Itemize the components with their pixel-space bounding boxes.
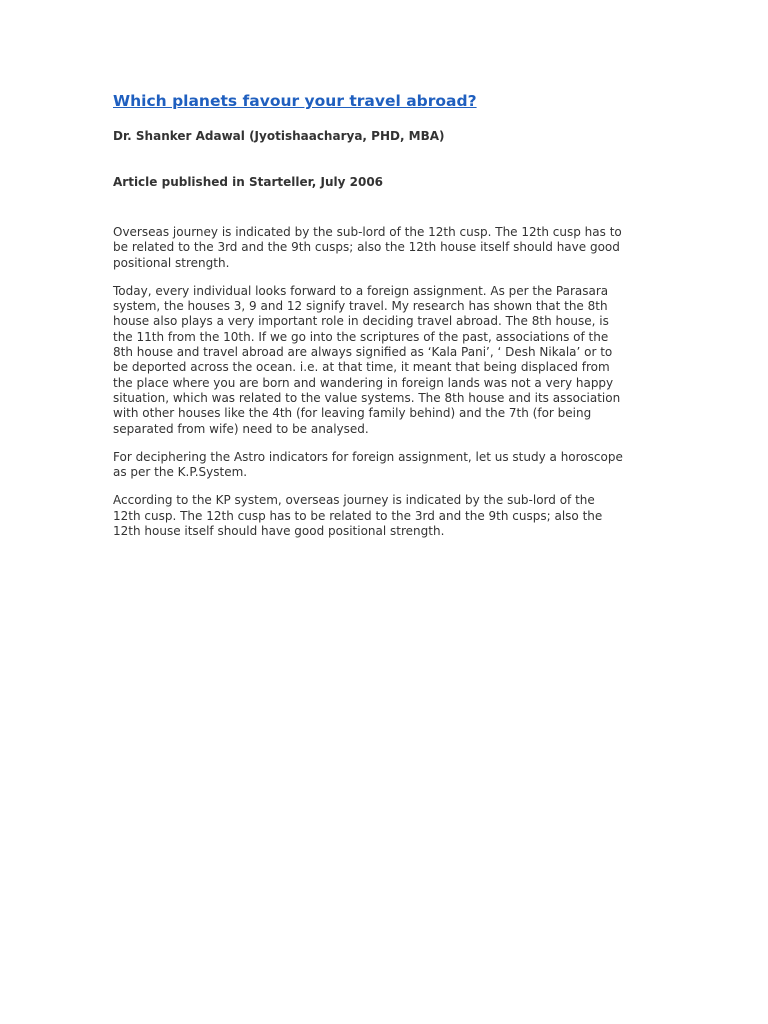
paragraph-4 <box>113 493 673 539</box>
paragraph-3 <box>113 450 673 481</box>
paragraph-line: house also plays a very important role in deciding travel abroad. The 8th house, is <box>113 314 609 329</box>
paragraph-line: the 11th from the 10th. If we go into the scriptures of the past, associations of the <box>113 329 609 344</box>
paragraph-line: system, the houses 3, 9 and 12 signify travel. My research has shown that the 8th <box>113 299 608 314</box>
paragraph-line: 12th house itself should have good positional strength. <box>113 524 445 539</box>
paragraph-line: 8th house and travel abroad are always signified as ‘Kala Pani’, ‘ Desh Nikala’ or to <box>113 345 613 360</box>
paragraph-line: the place where you are born and wandering in foreign lands was not a very happy <box>113 375 614 390</box>
paragraph-line: as per the K.P.System. <box>113 465 248 480</box>
paragraph-line: be related to the 3rd and the 9th cusps; also the 12th house itself should have good <box>113 240 620 255</box>
paragraph-line: Overseas journey is indicated by the sub-lord of the 12th cusp. The 12th cusp has to <box>113 225 622 239</box>
paragraph-line: situation, which was related to the value systems. The 8th house and its association <box>113 390 621 405</box>
paragraph-line: positional strength. <box>113 255 230 270</box>
paragraph-2 <box>113 284 673 437</box>
article-title-link[interactable]: Which planets favour your travel abroad? <box>113 92 477 110</box>
author-line: Dr. Shanker Adawal (Jyotishaacharya, PHD, MBA) <box>113 129 445 143</box>
paragraph-line: According to the KP system, overseas journey is indicated by the sub-lord of the <box>113 493 595 508</box>
publication-line: Article published in Starteller, July 2006 <box>113 175 384 189</box>
article-body <box>113 225 673 552</box>
paragraph-line: be deported across the ocean. i.e. at that time, it meant that being displaced from <box>113 360 610 375</box>
paragraph-line: For deciphering the Astro indicators for foreign assignment, let us study a horoscope <box>113 449 623 464</box>
paragraph-line: separated from wife) need to be analysed. <box>113 421 369 436</box>
paragraph-1 <box>113 225 673 271</box>
paragraph-line: Today, every individual looks forward to a foreign assignment. As per the Parasara <box>113 283 609 298</box>
paragraph-line: with other houses like the 4th (for leaving family behind) and the 7th (for being <box>113 406 592 421</box>
paragraph-line: 12th cusp. The 12th cusp has to be related to the 3rd and the 9th cusps; also the <box>113 508 603 523</box>
